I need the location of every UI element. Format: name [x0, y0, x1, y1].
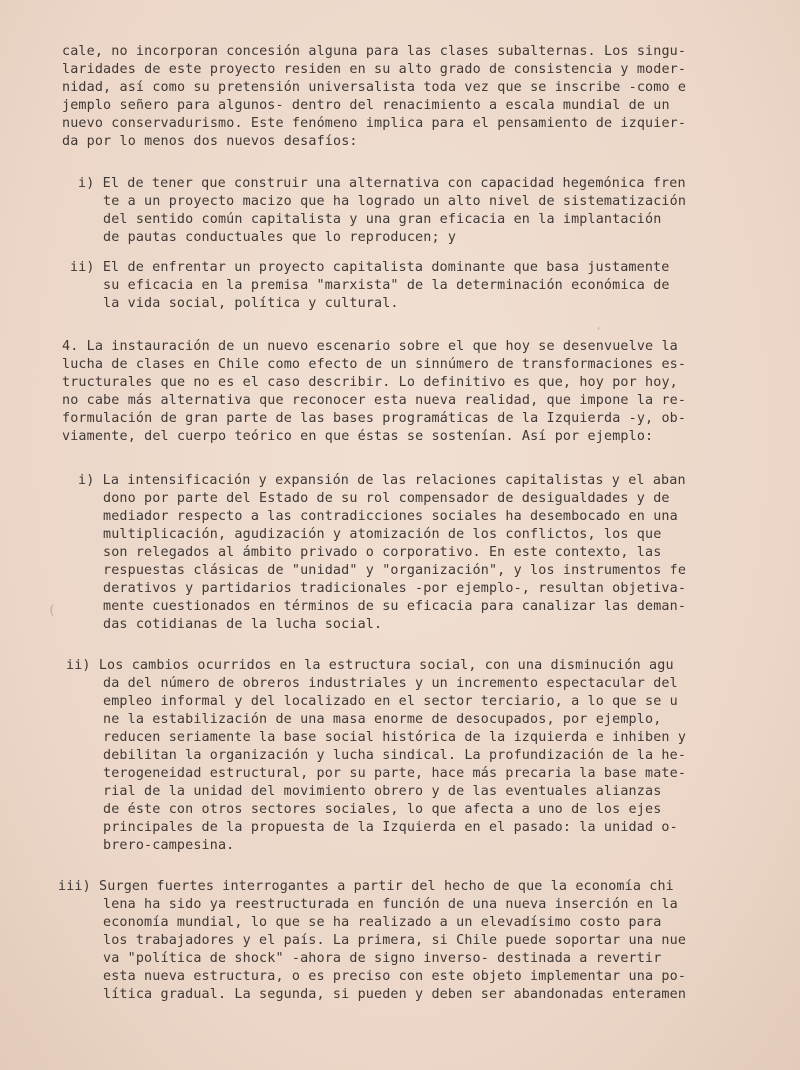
text-line: tructurales que no es el caso describir. Lo definitivo es que, hoy por hoy, [62, 375, 678, 390]
text-line: va "política de shock" -ahora de signo inverso- destinada a revertir [103, 951, 662, 966]
text-line: debilitan la organización y lucha sindical. La profundización de la he- [103, 748, 687, 763]
margin-mark: ( [48, 603, 56, 617]
text-line: son relegados al ámbito privado o corporativo. En este contexto, las [103, 545, 662, 560]
text-line: ne la estabilización de una masa enorme de desocupados, por ejemplo, [103, 712, 662, 727]
text-line: da del número de obreros industriales y un incremento espectacular del [103, 676, 678, 691]
text-line: cale, no incorporan concesión alguna para las clases subalternas. Los singu- [62, 44, 687, 59]
scan-speck: , [596, 322, 602, 332]
text-line: la vida social, política y cultural. [103, 296, 399, 311]
text-line: nidad, así como su pretensión universalista toda vez que se inscribe -como e [62, 80, 687, 95]
text-line: del sentido común capitalista y una gran eficacia en la implantación [103, 212, 662, 227]
text-line: no cabe más alternativa que reconocer esta nueva realidad, que impone la re- [62, 393, 687, 408]
text-line: brero-campesina. [103, 838, 235, 853]
text-line: jemplo señero para algunos- dentro del renacimiento a escala mundial de un [62, 98, 670, 113]
text-line: te a un proyecto macizo que ha logrado un alto nivel de sistematización [103, 194, 687, 209]
text-line: rial de la unidad del movimiento obrero y de las eventuales alianzas [103, 784, 662, 799]
text-line: ii) Los cambios ocurridos en la estructura social, con una disminución agu [66, 658, 674, 673]
text-line: economía mundial, lo que se ha realizado a un elevadísimo costo para [103, 915, 662, 930]
text-line: laridades de este proyecto residen en su alto grado de consistencia y moder- [62, 62, 687, 77]
text-line: respuestas clásicas de "unidad" y "organización", y los instrumentos fe [103, 563, 687, 578]
text-line: formulación de gran parte de las bases programáticas de la Izquierda -y, ob- [62, 411, 687, 426]
text-line: i) La intensificación y expansión de las relaciones capitalistas y el aban [78, 473, 686, 488]
text-line: los trabajadores y el país. La primera, si Chile puede soportar una nue [103, 933, 687, 948]
text-line: multiplicación, agudización y atomización de los conflictos, los que [103, 527, 662, 542]
text-line: da por lo menos dos nuevos desafíos: [62, 134, 358, 149]
text-line: i) El de tener que construir una alternativa con capacidad hegemónica fren [78, 176, 686, 191]
text-line: mediador respecto a las contradicciones sociales ha desembocado en una [103, 509, 678, 524]
text-line: lena ha sido ya reestructurada en función de una nueva inserción en la [103, 897, 678, 912]
text-line: iii) Surgen fuertes interrogantes a partir del hecho de que la economía chi [58, 879, 674, 894]
text-line: empleo informal y del localizado en el sector terciario, a lo que se u [103, 694, 678, 709]
text-line: nuevo conservadurismo. Este fenómeno implica para el pensamiento de izquier- [62, 116, 687, 131]
text-line: dono por parte del Estado de su rol compensador de desigualdades y de [103, 491, 670, 506]
text-line: reducen seriamente la base social histórica de la izquierda e inhiben y [103, 730, 687, 745]
text-line: su eficacia en la premisa "marxista" de la determinación económica de [103, 278, 670, 293]
text-line: viamente, del cuerpo teórico en que éstas se sostenían. Así por ejemplo: [62, 429, 654, 444]
text-line: derativos y partidarios tradicionales -por ejemplo-, resultan objetiva- [103, 581, 687, 596]
text-line: ii) El de enfrentar un proyecto capitalista dominante que basa justamente [70, 260, 670, 275]
text-line: lítica gradual. La segunda, si pueden y deben ser abandonadas enteramen [103, 987, 687, 1002]
text-line: de pautas conductuales que lo reproducen; y [103, 230, 457, 245]
text-line: de éste con otros sectores sociales, lo que afecta a uno de los ejes [103, 802, 662, 817]
text-line: das cotidianas de la lucha social. [103, 617, 383, 632]
text-line: terogeneidad estructural, por su parte, hace más precaria la base mate- [103, 766, 687, 781]
text-line: mente cuestionados en términos de su eficacia para canalizar las deman- [103, 599, 687, 614]
text-line: 4. La instauración de un nuevo escenario sobre el que hoy se desenvuelve la [62, 339, 678, 354]
text-line: lucha de clases en Chile como efecto de un sinnúmero de transformaciones es- [62, 357, 687, 372]
text-line: principales de la propuesta de la Izquierda en el pasado: la unidad o- [103, 820, 678, 835]
text-line: esta nueva estructura, o es preciso con este objeto implementar una po- [103, 969, 687, 984]
